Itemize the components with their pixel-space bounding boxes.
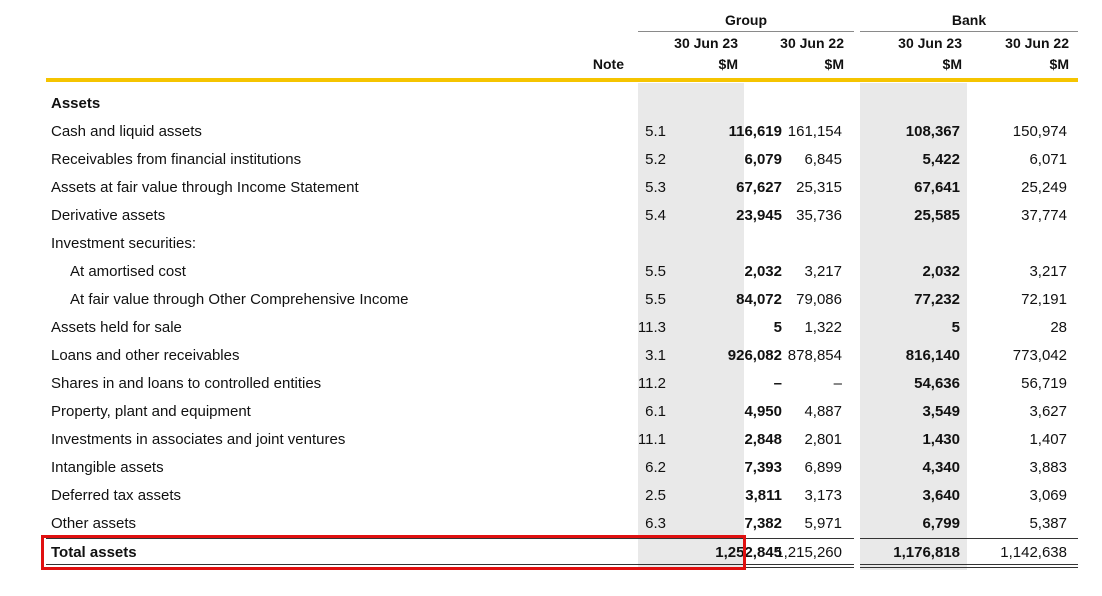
row-note: 5.4 bbox=[645, 207, 666, 224]
row-bank-2022: 150,974 bbox=[1012, 123, 1067, 140]
table-row bbox=[46, 452, 1078, 480]
total-bank-2023: 1,176,818 bbox=[893, 544, 960, 561]
col-unit-2: $M bbox=[824, 56, 844, 72]
row-group-2022: 79,086 bbox=[796, 291, 842, 308]
row-note: 11.3 bbox=[637, 319, 666, 336]
table-row bbox=[46, 144, 1078, 172]
table-row bbox=[46, 480, 1078, 508]
section-title-row bbox=[46, 88, 1078, 116]
row-bank-2023: 4,340 bbox=[922, 459, 960, 476]
row-bank-2022: 56,719 bbox=[1021, 375, 1067, 392]
row-bank-2022: 3,069 bbox=[1029, 487, 1067, 504]
row-bank-2022: 37,774 bbox=[1021, 207, 1067, 224]
total-label: Total assets bbox=[51, 544, 137, 561]
section-title: Assets bbox=[51, 95, 101, 112]
group-header: Group bbox=[725, 12, 767, 28]
row-group-2023: 23,945 bbox=[736, 207, 782, 224]
row-group-2023: 3,811 bbox=[745, 487, 782, 504]
col-unit-4: $M bbox=[1049, 56, 1069, 72]
group-header-rule bbox=[638, 31, 854, 32]
header-accent-rule bbox=[46, 78, 1078, 82]
table-row bbox=[46, 284, 1078, 312]
row-label: Shares in and loans to controlled entities bbox=[51, 375, 322, 392]
row-bank-2023: 54,636 bbox=[914, 375, 960, 392]
row-group-2023: – bbox=[773, 375, 782, 392]
row-bank-2022: 3,883 bbox=[1029, 459, 1067, 476]
row-bank-2023: 5 bbox=[951, 319, 960, 336]
row-bank-2022: 6,071 bbox=[1029, 151, 1067, 168]
row-note: 6.3 bbox=[645, 515, 666, 532]
table-row bbox=[46, 396, 1078, 424]
row-group-2022: 35,736 bbox=[796, 207, 842, 224]
row-note: 6.1 bbox=[645, 403, 666, 420]
row-bank-2023: 108,367 bbox=[905, 123, 960, 140]
row-group-2022: – bbox=[833, 375, 842, 392]
row-group-2023: 67,627 bbox=[736, 179, 782, 196]
row-bank-2022: 773,042 bbox=[1012, 347, 1067, 364]
row-label: Intangible assets bbox=[51, 459, 164, 476]
row-group-2023: 2,848 bbox=[744, 431, 782, 448]
table-row bbox=[46, 228, 1078, 256]
row-bank-2023: 1,430 bbox=[922, 431, 960, 448]
row-group-2022: 878,854 bbox=[787, 347, 842, 364]
table-row bbox=[46, 312, 1078, 340]
row-label: Investment securities: bbox=[51, 235, 197, 252]
row-label: Investments in associates and joint ventures bbox=[51, 431, 346, 448]
row-group-2022: 6,845 bbox=[804, 151, 842, 168]
row-group-2023: 2,032 bbox=[744, 263, 782, 280]
col-unit-1: $M bbox=[718, 56, 738, 72]
row-group-2023: 7,382 bbox=[744, 515, 782, 532]
row-bank-2022: 3,627 bbox=[1029, 403, 1067, 420]
row-group-2022: 3,217 bbox=[804, 263, 842, 280]
row-group-2022: 4,887 bbox=[804, 403, 842, 420]
col-date-4: 30 Jun 22 bbox=[1005, 35, 1069, 51]
row-label: Loans and other receivables bbox=[51, 347, 240, 364]
row-bank-2023: 5,422 bbox=[922, 151, 960, 168]
table-row bbox=[46, 256, 1078, 284]
row-group-2022: 6,899 bbox=[804, 459, 842, 476]
row-bank-2023: 77,232 bbox=[914, 291, 960, 308]
row-label: Assets at fair value through Income Statement bbox=[51, 179, 359, 196]
row-note: 3.1 bbox=[645, 347, 666, 364]
bank-header-rule bbox=[860, 31, 1078, 32]
row-bank-2022: 3,217 bbox=[1029, 263, 1067, 280]
row-label: Derivative assets bbox=[51, 207, 166, 224]
total-bottom-rule-bank-2 bbox=[860, 567, 1078, 568]
total-bottom-rule-bank bbox=[860, 564, 1078, 565]
row-bank-2022: 25,249 bbox=[1021, 179, 1067, 196]
row-group-2023: 5 bbox=[773, 319, 782, 336]
table-row bbox=[46, 368, 1078, 396]
row-bank-2023: 816,140 bbox=[905, 347, 960, 364]
row-label: Receivables from financial institutions bbox=[51, 151, 302, 168]
col-date-2: 30 Jun 22 bbox=[780, 35, 844, 51]
row-label: Property, plant and equipment bbox=[51, 403, 251, 420]
row-label: Deferred tax assets bbox=[51, 487, 182, 504]
row-bank-2023: 3,640 bbox=[922, 487, 960, 504]
row-note: 5.5 bbox=[645, 291, 666, 308]
row-label: At fair value through Other Comprehensive Income bbox=[70, 291, 409, 308]
col-date-3: 30 Jun 23 bbox=[898, 35, 962, 51]
row-group-2023: 4,950 bbox=[744, 403, 782, 420]
row-note: 11.2 bbox=[637, 375, 666, 392]
row-group-2022: 161,154 bbox=[787, 123, 842, 140]
row-group-2023: 7,393 bbox=[744, 459, 782, 476]
row-bank-2023: 6,799 bbox=[922, 515, 960, 532]
row-note: 5.2 bbox=[645, 151, 666, 168]
row-bank-2022: 72,191 bbox=[1021, 291, 1067, 308]
table-row bbox=[46, 424, 1078, 452]
col-unit-3: $M bbox=[942, 56, 962, 72]
row-label: Other assets bbox=[51, 515, 137, 532]
table-row bbox=[46, 200, 1078, 228]
row-group-2022: 25,315 bbox=[796, 179, 842, 196]
row-note: 5.3 bbox=[645, 179, 666, 196]
row-group-2023: 926,082 bbox=[727, 347, 782, 364]
total-assets-highlight bbox=[41, 535, 746, 570]
row-note: 5.5 bbox=[645, 263, 666, 280]
row-group-2022: 1,322 bbox=[804, 319, 842, 336]
total-group-2022: 1,215,260 bbox=[775, 544, 842, 561]
bank-header: Bank bbox=[951, 12, 987, 28]
total-group-2023: 1,252,845 bbox=[715, 544, 782, 561]
table-row bbox=[46, 172, 1078, 200]
row-group-2023: 6,079 bbox=[744, 151, 782, 168]
row-label: Assets held for sale bbox=[51, 319, 182, 336]
row-note: 11.1 bbox=[637, 431, 666, 448]
row-bank-2023: 2,032 bbox=[922, 263, 960, 280]
table-row bbox=[46, 116, 1078, 144]
table-row bbox=[46, 340, 1078, 368]
row-bank-2022: 1,407 bbox=[1029, 431, 1067, 448]
row-group-2022: 3,173 bbox=[804, 487, 842, 504]
row-group-2023: 84,072 bbox=[736, 291, 782, 308]
row-label: Cash and liquid assets bbox=[51, 123, 202, 140]
row-bank-2023: 3,549 bbox=[922, 403, 960, 420]
col-date-1: 30 Jun 23 bbox=[674, 35, 738, 51]
row-bank-2022: 5,387 bbox=[1029, 515, 1067, 532]
row-note: 6.2 bbox=[645, 459, 666, 476]
row-group-2023: 116,619 bbox=[728, 123, 782, 140]
row-note: 5.1 bbox=[645, 123, 666, 140]
row-bank-2022: 28 bbox=[1050, 319, 1067, 336]
total-bank-2022: 1,142,638 bbox=[1000, 544, 1067, 561]
row-note: 2.5 bbox=[645, 487, 666, 504]
row-bank-2023: 25,585 bbox=[914, 207, 960, 224]
row-bank-2023: 67,641 bbox=[914, 179, 960, 196]
table-row bbox=[46, 508, 1078, 536]
row-group-2022: 2,801 bbox=[804, 431, 842, 448]
note-header: Note bbox=[592, 56, 624, 72]
row-group-2022: 5,971 bbox=[804, 515, 842, 532]
row-label: At amortised cost bbox=[70, 263, 186, 280]
